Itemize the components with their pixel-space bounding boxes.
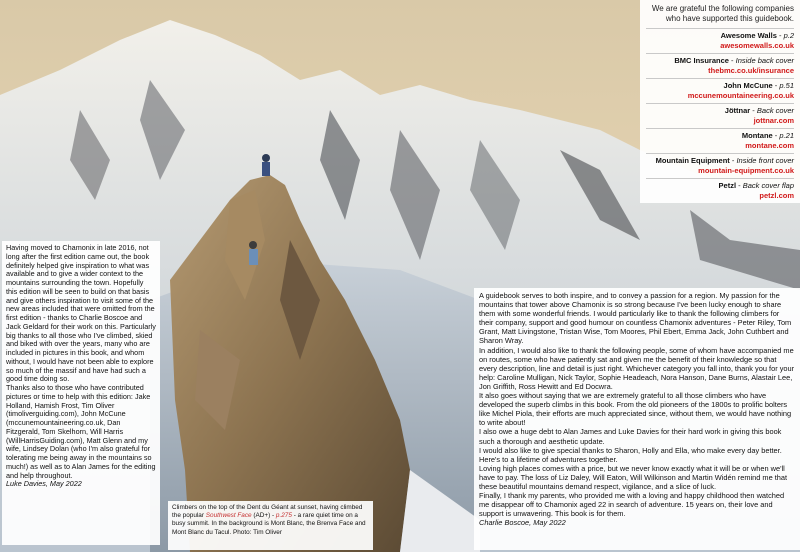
acknowledgements-luke-davies: [2, 241, 160, 545]
photo-caption: [168, 501, 373, 550]
caption-text-end: - a rare quiet time on a busy summit. In the background is Mont Blanc, the Brenva Face and Mont Blanc du Tacul. Photo: Tim Oliver: [172, 512, 366, 536]
sponsor-jottnar: Jöttnar - Back cover jottnar.com: [646, 103, 794, 128]
paragraph: A guidebook serves to both inspire, and to convey a passion for a region. My passion for the mountains that tower above Chamonix is so strong because I've been lucky enough to share them with some wonderful friends. I would particularly like to thank the following climbers for their company, support and good humour on countless Chamonix adventures - Peter Riley, Tom Grant, Matt Livingstone, Tristan Wise, Tom Moores, Phil Ebert, Emma Jack, John Cuthbert and Sharon Wray.: [479, 291, 792, 346]
paragraph: In addition, I would also like to thank the following people, some of whom have accompanied me on routes, some who have patiently sat and given me the benefit of their knowledge so that every description, line and detail is just right. Whichever category you fall into, thank you for your help: Caroline Mulligan, Nick Taylor, Sophie Headeach, Nora Hanson, Dane Burns, Alastair Lee, Jon Griffith, Ross Hewitt and Ed Docwra.: [479, 345, 795, 391]
sponsor-link[interactable]: awesomewalls.co.uk: [720, 40, 794, 50]
paragraph: I would also like to give special thanks to Sharon, Holly and Ella, who make every day better. Here's to a lifetime of adventures together.: [479, 445, 782, 464]
caption-grade: (AD+) -: [251, 512, 276, 520]
route-link[interactable]: Southwest Face: [205, 512, 252, 520]
sponsor-john-mccune: John McCune - p.51 mccunemountaineering.co.uk: [646, 78, 794, 103]
sponsors-panel: [640, 0, 800, 203]
acknowledgements-charlie-boscoe: [474, 288, 800, 550]
sponsors-intro: We are grateful the following companies who have supported this guidebook.: [651, 4, 794, 23]
sponsor-awesome-walls: Awesome Walls - p.2 awesomewalls.co.uk: [646, 28, 794, 53]
sponsor-link[interactable]: jottnar.com: [753, 115, 794, 125]
sponsor-location: p.2: [783, 31, 794, 40]
paragraph: Finally, I thank my parents, who provided me with a loving and happy childhood then watched me disappear off to Chamonix aged 22 in search of adventure. 15 years on, their love and support is unwavering. This book is for them.: [479, 491, 785, 519]
paragraph: Having moved to Chamonix in late 2016, not long after the first edition came out, the book definitely helped give inspiration to what was available and to give a wider context to the mountains surrounding the town. Hopefully this edition will be seen to build on that basis and give others inspiration to visit some of the new areas included that were omitted from the first edition - thanks to Charlie Boscoe and Jack Geldard for their work on this. Particularly big thanks to all those who I've climbed, skied and biked with over the years, many who are included in pictures in this book, and whom without, I would have not been able to explore so much of the massif and have had such a good time doing so.: [6, 243, 156, 384]
sponsor-location: p.51: [779, 81, 794, 90]
sponsor-name: Montane: [741, 131, 773, 140]
sponsor-name: Petzl: [718, 181, 737, 190]
sponsor-location: Back cover: [756, 106, 794, 115]
sponsor-link[interactable]: petzl.com: [759, 190, 794, 200]
sponsor-link[interactable]: thebmc.co.uk/insurance: [708, 65, 794, 75]
paragraph: Loving high places comes with a price, but we never know exactly what it will be or when we'll have to pay. The loss of Liz Daley, Will Eaton, Will Wilkinson and Martin Widén remind me that these beautiful mountains demand respect, vigilance, and a slice of luck.: [479, 463, 788, 491]
sponsor-location: Back cover flap: [742, 181, 794, 190]
paragraph: I also owe a huge debt to Alan James and Luke Davies for their hard work in giving this book such a thorough and aesthetic update.: [479, 427, 782, 446]
sponsor-name: Mountain Equipment: [655, 156, 730, 165]
sponsor-link[interactable]: montane.com: [745, 140, 794, 150]
sponsor-name: Jöttnar: [724, 106, 751, 115]
sponsor-mountain-equipment: Mountain Equipment - Inside front cover mountain-equipment.co.uk: [646, 153, 794, 178]
paragraph: Thanks also to those who have contributed pictures or time to help with this edition: Jake Holland, Hamish Frost, Tim Oliver (timoliverguiding.com), John McCune (mccunemountaineering.co.uk, Dan Fitzgerald, Tom Skelhorn, Will Harris (WillHarrisGuiding.com), Matt Glenn and my wife, Lindsey Dolan (who I'm also grateful for tolerating me being away in the mountains so much!) as well as to Alan James for the editing and help throughout.: [6, 383, 156, 480]
sponsor-name: John McCune: [723, 81, 773, 90]
sponsor-montane: Montane - p.21 montane.com: [646, 128, 794, 153]
sponsor-link[interactable]: mountain-equipment.co.uk: [698, 165, 794, 175]
sponsor-name: BMC Insurance: [674, 56, 729, 65]
signature: Luke Davies, May 2022: [6, 479, 82, 489]
sponsor-location: p.21: [779, 131, 794, 140]
caption-text: Climbers on the top of the Dent du Géant at sunset, having climbed the popular: [172, 504, 363, 520]
sponsor-petzl: Petzl - Back cover flap petzl.com: [646, 178, 794, 203]
signature: Charlie Boscoe, May 2022: [479, 518, 566, 528]
sponsor-bmc-insurance: BMC Insurance - Inside back cover thebmc.co.uk/insurance: [646, 53, 794, 78]
sponsor-link[interactable]: mccunemountaineering.co.uk: [687, 90, 794, 100]
paragraph: It also goes without saying that we are extremely grateful to all those climbers who have developed the superb climbs in this book. From the old pioneers of the 1800s to prolific bolters like Michel Piola, their efforts are much appreciated since, without them, we would have nothing to write about!: [479, 391, 792, 428]
page-reference-link[interactable]: p.275: [275, 512, 292, 520]
sponsor-location: Inside front cover: [736, 156, 794, 165]
sponsor-name: Awesome Walls: [720, 31, 777, 40]
sponsor-location: Inside back cover: [735, 56, 794, 65]
